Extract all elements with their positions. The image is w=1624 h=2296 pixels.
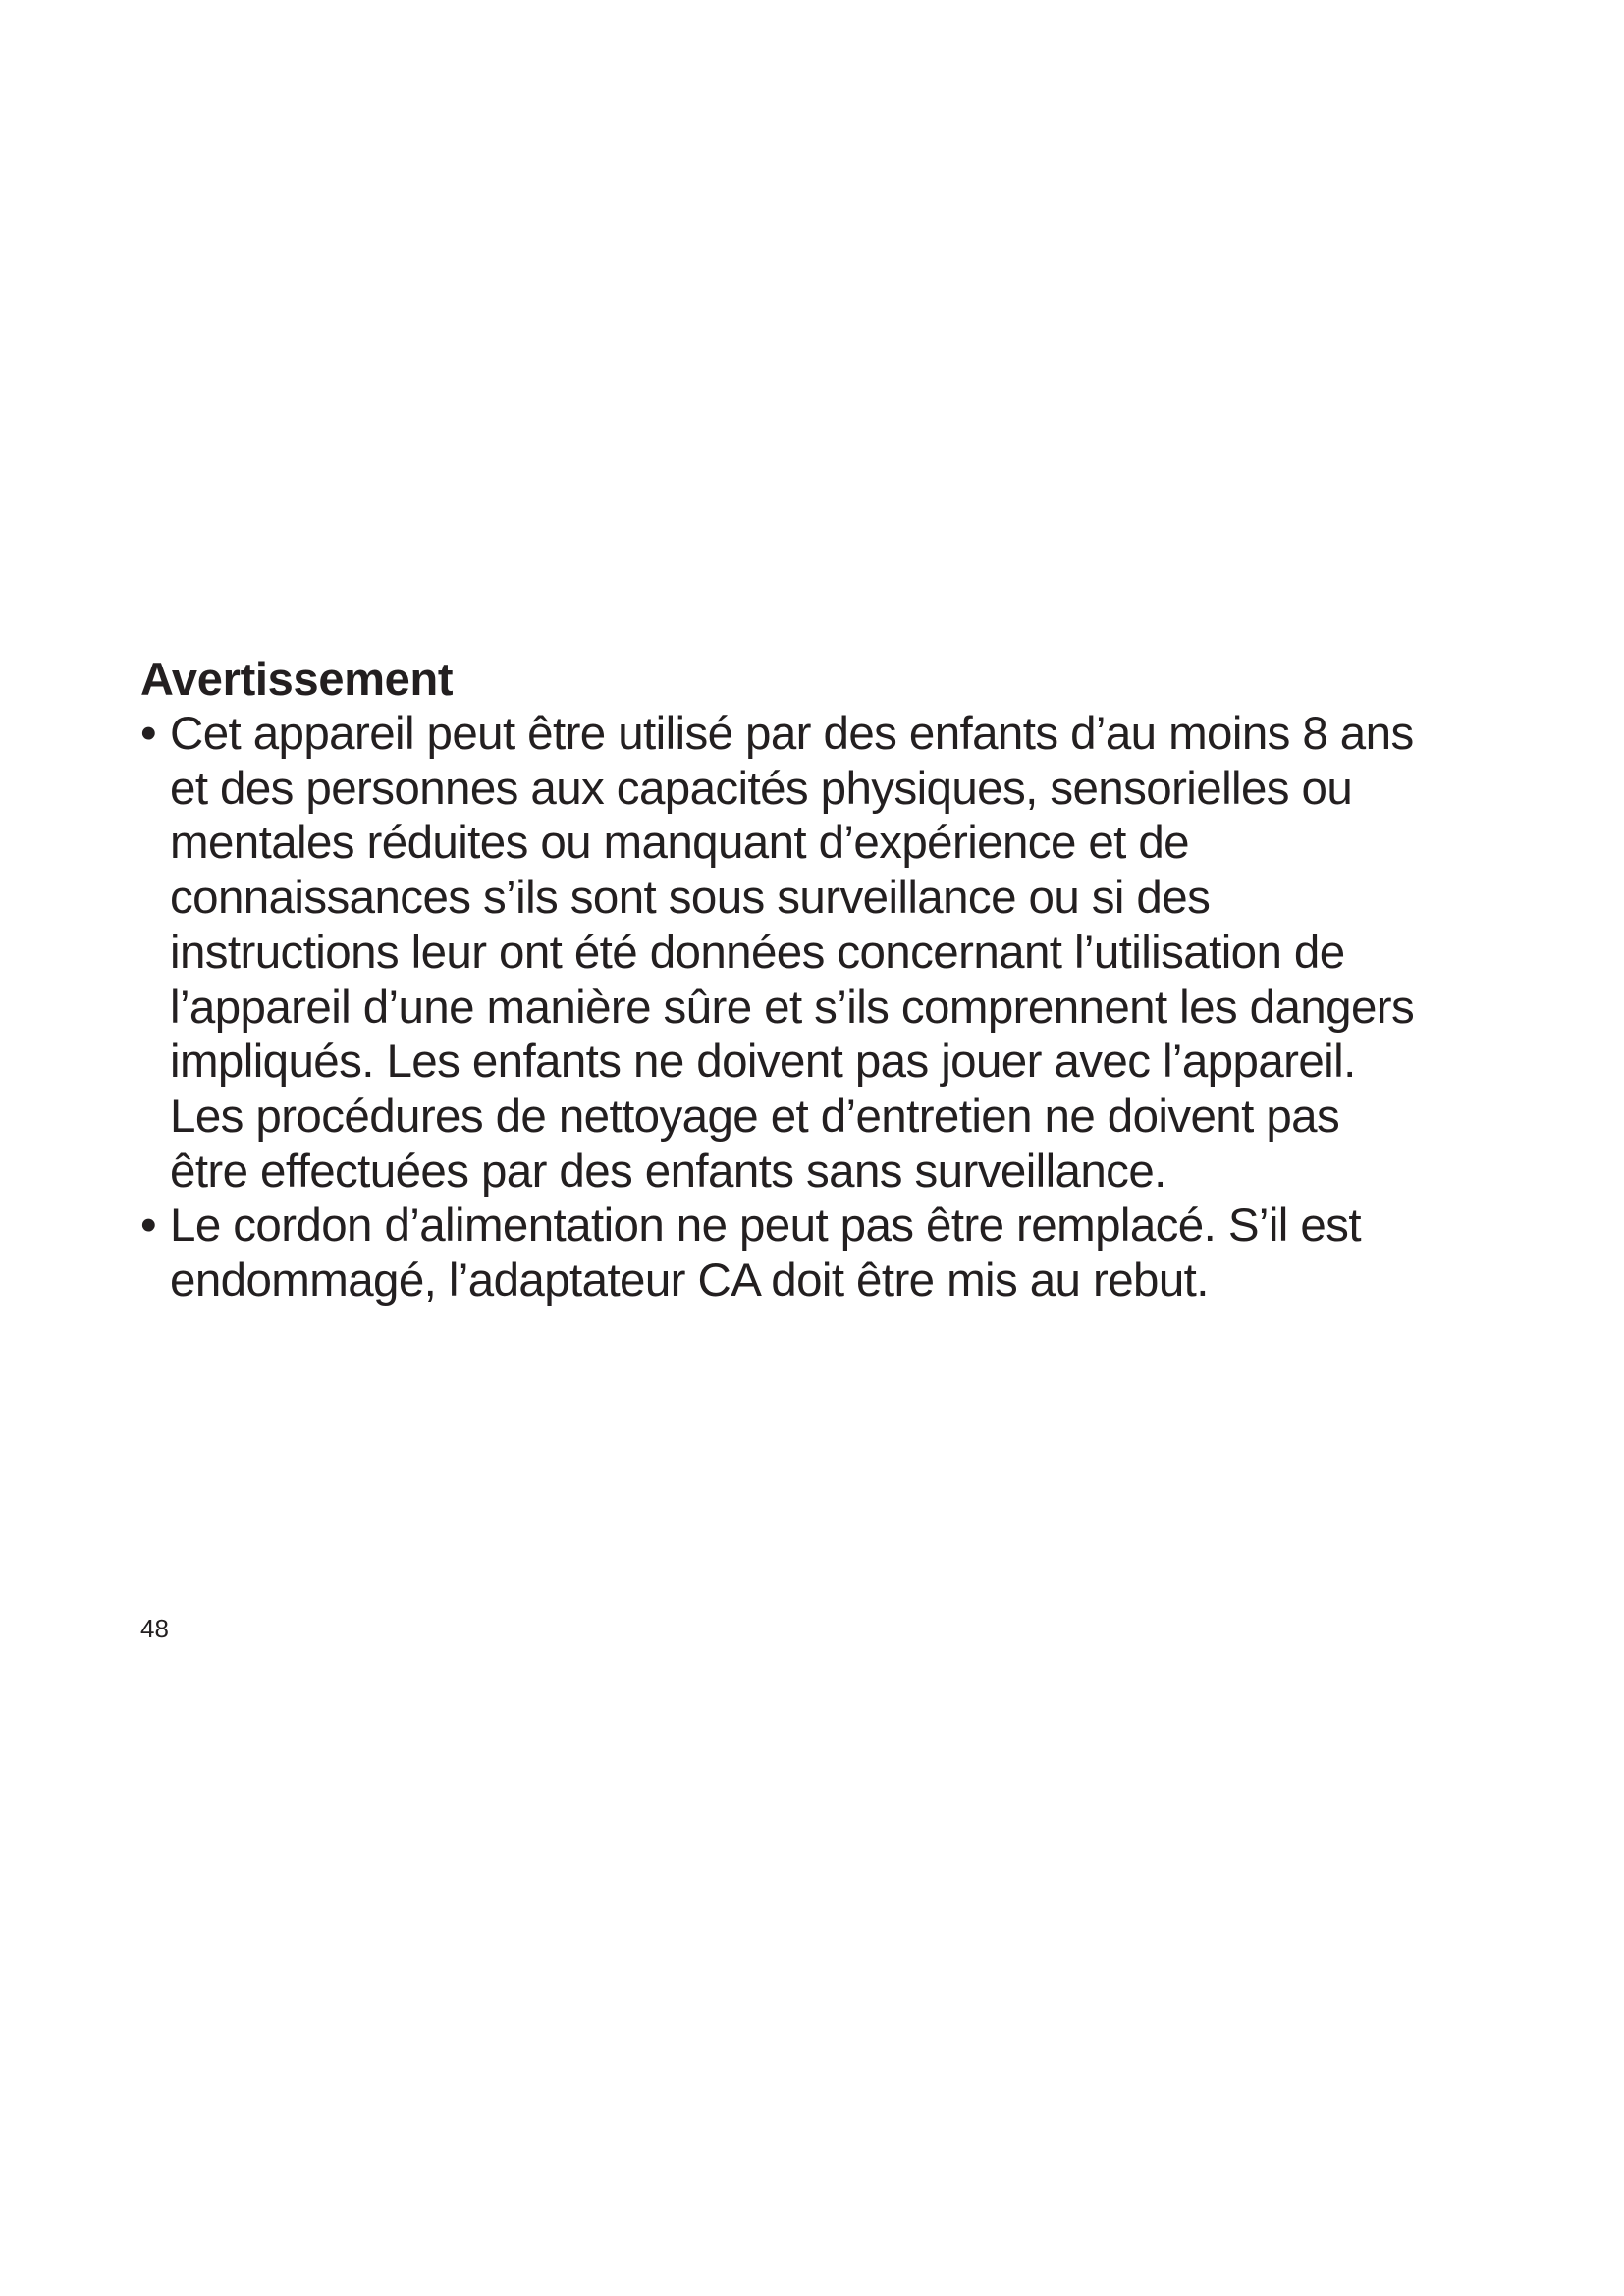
- text-line: instructions leur ont été données concernant l’utilisation de: [170, 926, 1345, 979]
- warning-section: [140, 652, 1515, 1308]
- warning-title: Avertissement: [140, 653, 454, 705]
- text-line: Cet appareil peut être utilisé par des enfants d’au moins 8 ans: [170, 708, 1414, 760]
- warning-item-children-usage: [140, 707, 1515, 1199]
- text-line: Les procédures de nettoyage et d’entretien ne doivent pas: [170, 1090, 1340, 1143]
- page-number: 48: [140, 1614, 169, 1643]
- warning-item-power-cord: [140, 1199, 1515, 1308]
- bullet-icon: •: [140, 1200, 157, 1253]
- text-line: l’appareil d’une manière sûre et s’ils comprennent les dangers: [170, 981, 1415, 1034]
- text-line: mentales réduites ou manquant d’expérience et de: [170, 817, 1190, 870]
- text-line: être effectuées par des enfants sans surveillance.: [170, 1145, 1166, 1198]
- warning-list: [140, 707, 1515, 1308]
- text-line: endommagé, l’adaptateur CA doit être mis au rebut.: [170, 1255, 1209, 1308]
- text-line: connaissances s’ils sont sous surveillance ou si des: [170, 872, 1211, 925]
- text-line: Le cordon d’alimentation ne peut pas être remplacé. S’il est: [170, 1200, 1361, 1253]
- text-line: impliqués. Les enfants ne doivent pas jouer avec l’appareil.: [170, 1036, 1356, 1089]
- text-line: et des personnes aux capacités physiques, sensorielles ou: [170, 762, 1353, 815]
- bullet-icon: •: [140, 708, 157, 760]
